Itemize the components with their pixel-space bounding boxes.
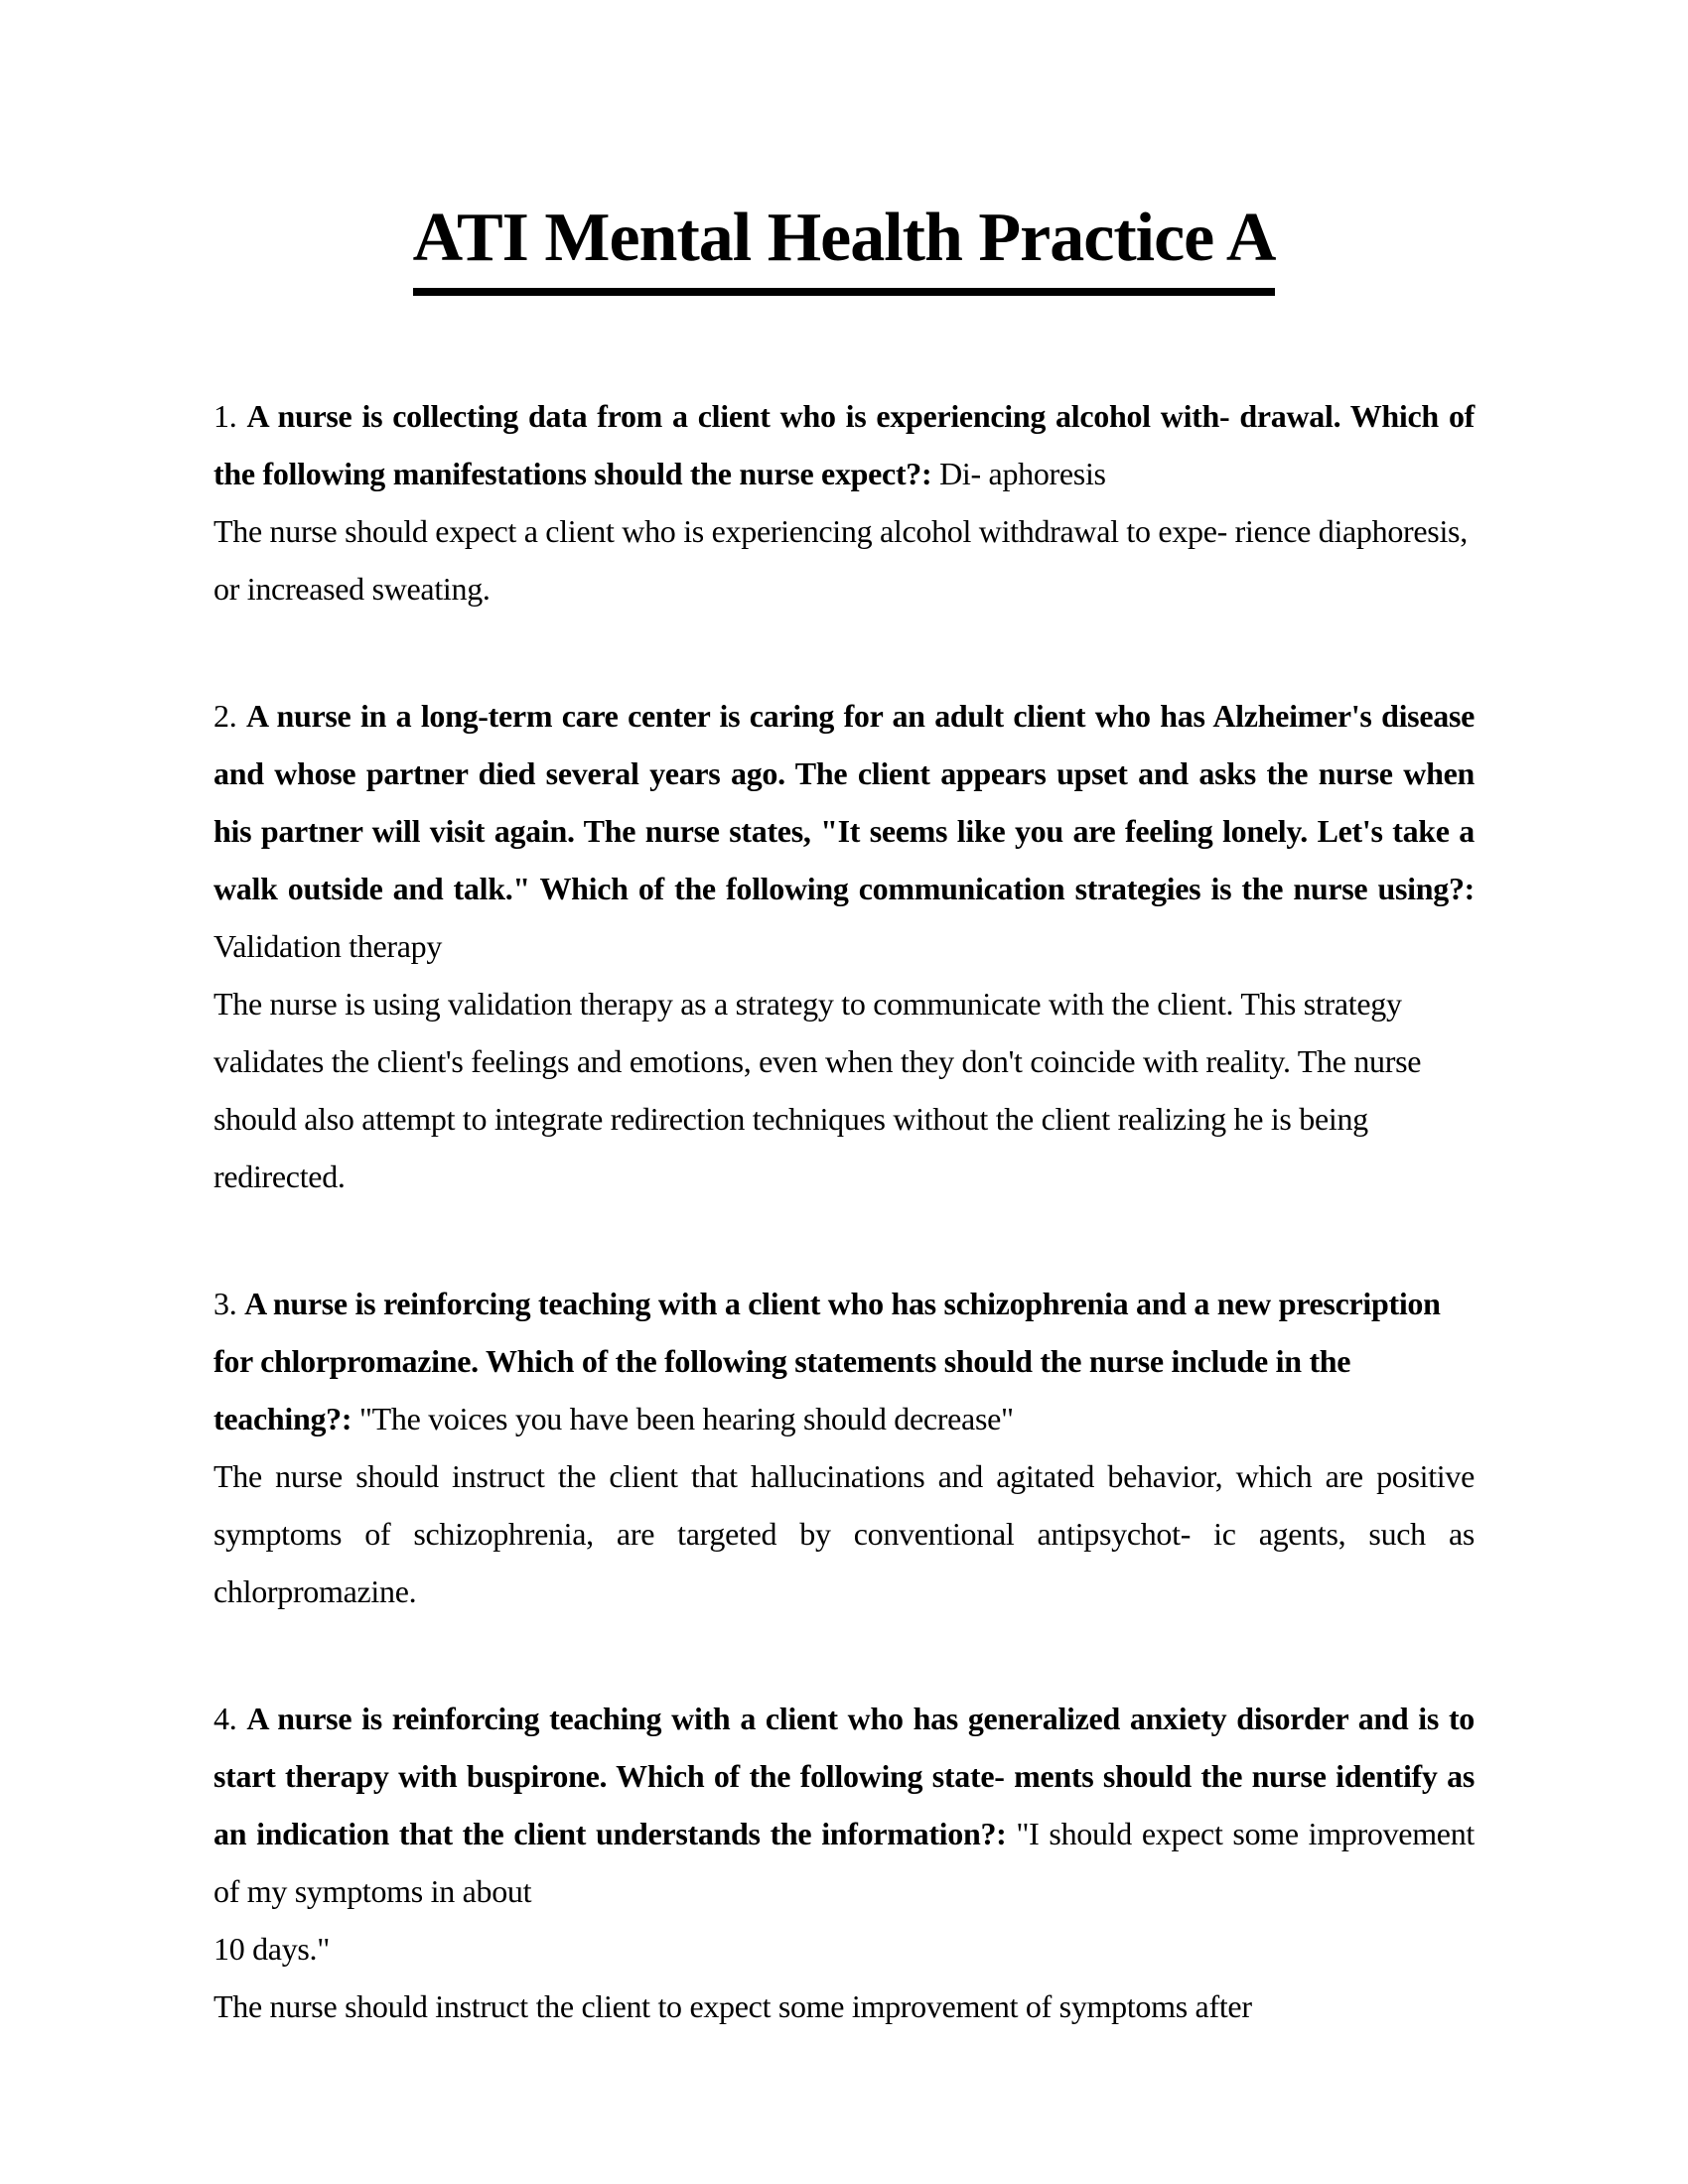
question-4-answer-continued: 10 days." [213, 1931, 331, 1967]
question-1-text: A nurse is collecting data from a client who is experiencing alcohol with- drawal. Which of the following manifestations should the nurse expect?: [213, 398, 1476, 491]
question-2-answer: Validation therapy [213, 928, 443, 964]
question-2-explanation: The nurse is using validation therapy as a strategy to communicate with the client. This strategy validates the client's feelings and emotions, even when they don't coincide with reality. The nurse should also attempt to integrate redirection techniques without the client realizing he is being redirected. [213, 986, 1422, 1194]
question-3-text: A nurse is reinforcing teaching with a client who has schizophrenia and a new prescription for chlorpromazine. Which of the following statements should the nurse include in the teaching?: [213, 1286, 1441, 1436]
question-4-text: A nurse is reinforcing teaching with a client who has generalized anxiety disorder and is to start therapy with buspirone. Which of the following state- ments should the nurse identify as an indication that the client understands the information?: [213, 1701, 1476, 1851]
question-4 [213, 1690, 1475, 2035]
question-2-number: 2. [213, 698, 237, 734]
question-1-explanation: The nurse should expect a client who is experiencing alcohol withdrawal to expe- rience diaphoresis, or increased sweating. [213, 513, 1468, 607]
question-4-paragraph [213, 1690, 1475, 1920]
question-1-number: 1. [213, 398, 237, 434]
title-container [213, 199, 1475, 296]
question-4-explanation: The nurse should instruct the client to expect some improvement of symptoms after [213, 1988, 1252, 2024]
question-1-paragraph [213, 387, 1475, 502]
question-3-number: 3. [213, 1286, 237, 1321]
question-3-explanation: The nurse should instruct the client that hallucinations and agitated behavior, which are positive symptoms of schizophrenia, are targeted by conventional antipsychot- ic agents, such as chlorpromazine. [213, 1458, 1475, 1609]
page-title: ATI Mental Health Practice A [413, 199, 1276, 296]
question-2-paragraph [213, 687, 1475, 975]
question-2 [213, 687, 1475, 1205]
question-4-answer: "I should expect some improvement of my symptoms in about [213, 1816, 1475, 1909]
question-3-paragraph [213, 1275, 1475, 1447]
question-1-answer: Di- aphoresis [939, 456, 1106, 491]
question-3 [213, 1275, 1475, 1620]
question-1 [213, 387, 1475, 617]
question-4-number: 4. [213, 1701, 237, 1736]
question-3-answer: "The voices you have been hearing should decrease" [358, 1401, 1014, 1436]
question-2-text: A nurse in a long-term care center is caring for an adult client who has Alzheimer's disease and whose partner died several years ago. The client appears upset and asks the nurse when his partner will visit again. The nurse states, "It seems like you are feeling lonely. Let's take a walk outside and talk." Which of the following communication strategies is the nurse using?: [213, 698, 1475, 906]
